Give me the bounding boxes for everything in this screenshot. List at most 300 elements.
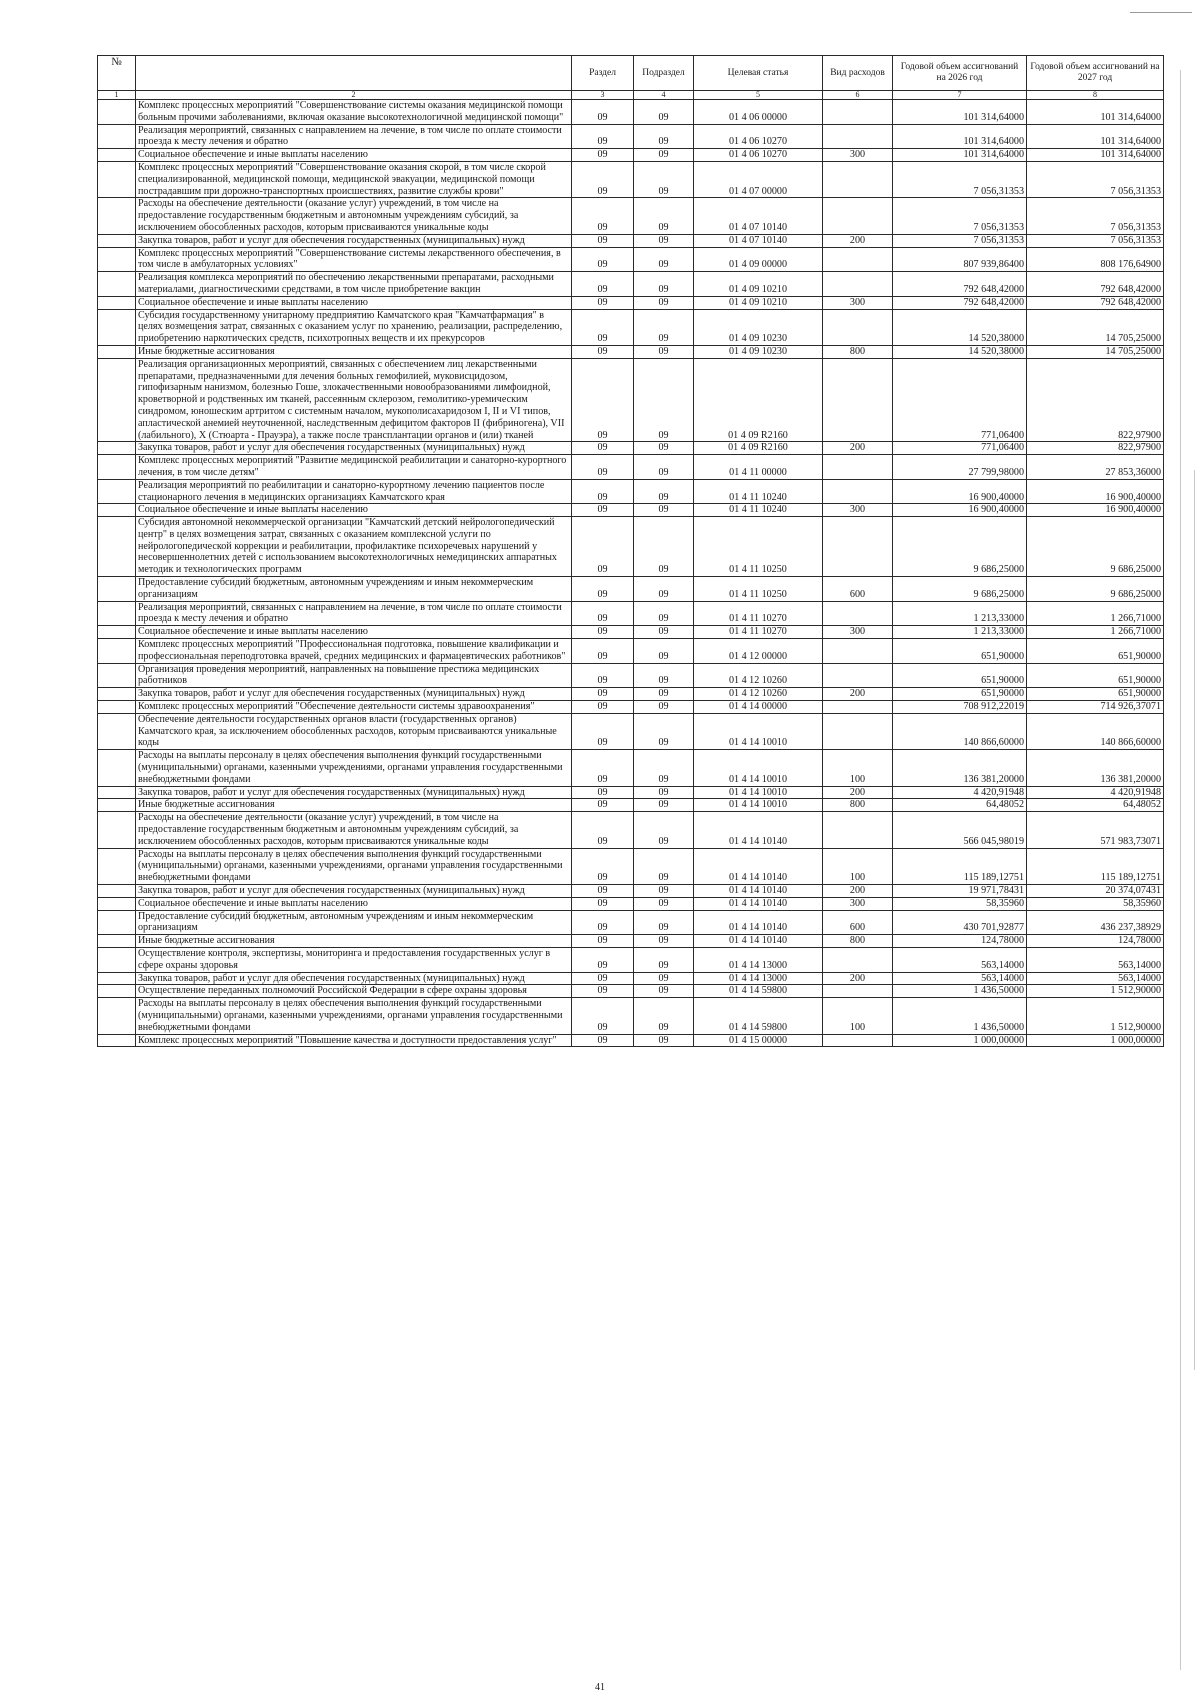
- podrazdel-cell: 09: [634, 786, 694, 799]
- razdel-cell: 09: [572, 663, 634, 688]
- tselevaya-cell: 01 4 14 13000: [694, 972, 823, 985]
- table-row: [98, 626, 1164, 639]
- column-number: 7: [893, 91, 1027, 100]
- expense-name-cell: Закупка товаров, работ и услуг для обеспечения государственных (муниципальных) нужд: [136, 234, 572, 247]
- amount-2026-cell: 563,14000: [893, 947, 1027, 972]
- vid-cell: 200: [823, 442, 893, 455]
- table-row: [98, 972, 1164, 985]
- amount-2027-cell: 1 512,90000: [1027, 985, 1164, 998]
- amount-2027-cell: 9 686,25000: [1027, 577, 1164, 602]
- row-number-cell: [98, 688, 136, 701]
- razdel-cell: 09: [572, 786, 634, 799]
- expense-name-cell: Расходы на выплаты персоналу в целях обеспечения выполнения функций государственными (муниципальными) органами, казенными учреждениями, органами управления государственными внебюджетными фондами: [136, 848, 572, 884]
- amount-2026-cell: 651,90000: [893, 663, 1027, 688]
- vid-cell: [823, 161, 893, 197]
- tselevaya-cell: 01 4 14 10140: [694, 812, 823, 848]
- column-number: 6: [823, 91, 893, 100]
- expense-name-cell: Предоставление субсидий бюджетным, автономным учреждениям и иным некоммерческим организациям: [136, 910, 572, 935]
- razdel-cell: 09: [572, 639, 634, 664]
- table-row: [98, 985, 1164, 998]
- tselevaya-cell: 01 4 12 10260: [694, 688, 823, 701]
- tselevaya-cell: 01 4 09 10230: [694, 345, 823, 358]
- row-number-cell: [98, 198, 136, 234]
- amount-2026-cell: 651,90000: [893, 639, 1027, 664]
- razdel-cell: 09: [572, 812, 634, 848]
- amount-2027-cell: 115 189,12751: [1027, 848, 1164, 884]
- tselevaya-cell: 01 4 11 10270: [694, 626, 823, 639]
- scan-mark: [1130, 12, 1192, 13]
- amount-2026-cell: 7 056,31353: [893, 161, 1027, 197]
- amount-2027-cell: 136 381,20000: [1027, 750, 1164, 786]
- tselevaya-cell: 01 4 11 10270: [694, 601, 823, 626]
- row-number-cell: [98, 848, 136, 884]
- table-row: [98, 998, 1164, 1034]
- amount-2027-cell: 16 900,40000: [1027, 504, 1164, 517]
- razdel-cell: 09: [572, 799, 634, 812]
- razdel-cell: 09: [572, 750, 634, 786]
- header-num: №: [98, 56, 136, 91]
- vid-cell: 100: [823, 750, 893, 786]
- podrazdel-cell: 09: [634, 345, 694, 358]
- vid-cell: 300: [823, 626, 893, 639]
- tselevaya-cell: 01 4 14 10010: [694, 799, 823, 812]
- row-number-cell: [98, 358, 136, 442]
- vid-cell: [823, 455, 893, 480]
- vid-cell: 200: [823, 885, 893, 898]
- tselevaya-cell: 01 4 09 10210: [694, 272, 823, 297]
- expense-name-cell: Комплекс процессных мероприятий "Совершенствование оказания скорой, в том числе скорой специализированной, медицинской помощи, медицинской эвакуации, медицинской помощи пострадавшим при дорожно-транспортных происшествиях, развитие службы крови": [136, 161, 572, 197]
- expense-name-cell: Расходы на обеспечение деятельности (оказание услуг) учреждений, в том числе на предоставление государственным бюджетным и автономным учреждениям субсидий, за исключением обособленных расходов, которым присваиваются уникальные коды: [136, 198, 572, 234]
- podrazdel-cell: 09: [634, 701, 694, 714]
- tselevaya-cell: 01 4 09 R2160: [694, 358, 823, 442]
- table-row: [98, 577, 1164, 602]
- vid-cell: 200: [823, 972, 893, 985]
- amount-2027-cell: 9 686,25000: [1027, 517, 1164, 577]
- vid-cell: [823, 358, 893, 442]
- vid-cell: 200: [823, 786, 893, 799]
- row-number-cell: [98, 455, 136, 480]
- vid-cell: [823, 812, 893, 848]
- amount-2026-cell: 101 314,64000: [893, 124, 1027, 149]
- podrazdel-cell: 09: [634, 601, 694, 626]
- podrazdel-cell: 09: [634, 812, 694, 848]
- podrazdel-cell: 09: [634, 688, 694, 701]
- tselevaya-cell: 01 4 14 13000: [694, 947, 823, 972]
- podrazdel-cell: 09: [634, 935, 694, 948]
- table-row: [98, 688, 1164, 701]
- tselevaya-cell: 01 4 14 10010: [694, 786, 823, 799]
- expense-name-cell: Осуществление контроля, экспертизы, мониторинга и предоставления государственных услуг в сфере охраны здоровья: [136, 947, 572, 972]
- table-row: [98, 713, 1164, 749]
- amount-2026-cell: 651,90000: [893, 688, 1027, 701]
- amount-2027-cell: 808 176,64900: [1027, 247, 1164, 272]
- vid-cell: [823, 663, 893, 688]
- row-number-cell: [98, 442, 136, 455]
- vid-cell: 100: [823, 848, 893, 884]
- column-number: 2: [136, 91, 572, 100]
- amount-2027-cell: 64,48052: [1027, 799, 1164, 812]
- table-row: [98, 296, 1164, 309]
- podrazdel-cell: 09: [634, 972, 694, 985]
- vid-cell: [823, 124, 893, 149]
- podrazdel-cell: 09: [634, 358, 694, 442]
- amount-2026-cell: 1 213,33000: [893, 626, 1027, 639]
- row-number-cell: [98, 786, 136, 799]
- table-row: [98, 947, 1164, 972]
- razdel-cell: 09: [572, 577, 634, 602]
- expense-name-cell: Закупка товаров, работ и услуг для обеспечения государственных (муниципальных) нужд: [136, 885, 572, 898]
- podrazdel-cell: 09: [634, 234, 694, 247]
- expense-name-cell: Реализация мероприятий по реабилитации и санаторно-курортному лечению пациентов после стационарного лечения в медицинских организациях Камчатского края: [136, 479, 572, 504]
- vid-cell: 100: [823, 998, 893, 1034]
- podrazdel-cell: 09: [634, 479, 694, 504]
- vid-cell: [823, 947, 893, 972]
- expense-name-cell: Предоставление субсидий бюджетным, автономным учреждениям и иным некоммерческим организациям: [136, 577, 572, 602]
- amount-2027-cell: 14 705,25000: [1027, 309, 1164, 345]
- amount-2026-cell: 771,06400: [893, 442, 1027, 455]
- razdel-cell: 09: [572, 479, 634, 504]
- razdel-cell: 09: [572, 100, 634, 125]
- razdel-cell: 09: [572, 848, 634, 884]
- row-number-cell: [98, 517, 136, 577]
- vid-cell: [823, 309, 893, 345]
- row-number-cell: [98, 601, 136, 626]
- row-number-cell: [98, 124, 136, 149]
- razdel-cell: 09: [572, 198, 634, 234]
- podrazdel-cell: 09: [634, 998, 694, 1034]
- expense-name-cell: Реализация мероприятий, связанных с направлением на лечение, в том числе по оплате стоимости проезда к месту лечения и обратно: [136, 601, 572, 626]
- budget-table-body: [98, 100, 1164, 1047]
- expense-name-cell: Социальное обеспечение и иные выплаты населению: [136, 626, 572, 639]
- expense-name-cell: Организация проведения мероприятий, направленных на повышение престижа медицинских работников: [136, 663, 572, 688]
- amount-2026-cell: 136 381,20000: [893, 750, 1027, 786]
- tselevaya-cell: 01 4 09 10210: [694, 296, 823, 309]
- tselevaya-cell: 01 4 12 00000: [694, 639, 823, 664]
- tselevaya-cell: 01 4 14 10140: [694, 935, 823, 948]
- tselevaya-cell: 01 4 15 00000: [694, 1034, 823, 1047]
- row-number-cell: [98, 149, 136, 162]
- expense-name-cell: Социальное обеспечение и иные выплаты населению: [136, 149, 572, 162]
- tselevaya-cell: 01 4 07 10140: [694, 198, 823, 234]
- row-number-cell: [98, 504, 136, 517]
- podrazdel-cell: 09: [634, 517, 694, 577]
- expense-name-cell: Осуществление переданных полномочий Российской Федерации в сфере охраны здоровья: [136, 985, 572, 998]
- expense-name-cell: Субсидия государственному унитарному предприятию Камчатского края "Камчатфармация" в целях возмещения затрат, связанных с оказанием услуг по хранению, реализации, распределению, приобретению наркотических средств, психотропных веществ и их прекурсоров: [136, 309, 572, 345]
- tselevaya-cell: 01 4 11 00000: [694, 455, 823, 480]
- amount-2026-cell: 19 971,78431: [893, 885, 1027, 898]
- razdel-cell: 09: [572, 124, 634, 149]
- amount-2027-cell: 4 420,91948: [1027, 786, 1164, 799]
- column-number: 8: [1027, 91, 1164, 100]
- vid-cell: [823, 639, 893, 664]
- vid-cell: 300: [823, 149, 893, 162]
- razdel-cell: 09: [572, 985, 634, 998]
- amount-2027-cell: 436 237,38929: [1027, 910, 1164, 935]
- razdel-cell: 09: [572, 1034, 634, 1047]
- amount-2027-cell: 14 705,25000: [1027, 345, 1164, 358]
- vid-cell: 300: [823, 504, 893, 517]
- row-number-cell: [98, 885, 136, 898]
- tselevaya-cell: 01 4 14 59800: [694, 985, 823, 998]
- amount-2027-cell: 1 266,71000: [1027, 601, 1164, 626]
- expense-name-cell: Социальное обеспечение и иные выплаты населению: [136, 504, 572, 517]
- row-number-cell: [98, 577, 136, 602]
- podrazdel-cell: 09: [634, 577, 694, 602]
- table-row: [98, 149, 1164, 162]
- amount-2027-cell: 124,78000: [1027, 935, 1164, 948]
- tselevaya-cell: 01 4 14 59800: [694, 998, 823, 1034]
- expense-name-cell: Реализация комплекса мероприятий по обеспечению лекарственными препаратами, расходными материалами, диагностическими средствами, в том числе приобретение вакцин: [136, 272, 572, 297]
- scan-edge-line: [1194, 470, 1195, 1370]
- table-row: [98, 517, 1164, 577]
- table-row: [98, 198, 1164, 234]
- amount-2026-cell: 708 912,22019: [893, 701, 1027, 714]
- header-podrazdel: Подраздел: [634, 56, 694, 91]
- amount-2027-cell: 792 648,42000: [1027, 296, 1164, 309]
- table-row: [98, 1034, 1164, 1047]
- tselevaya-cell: 01 4 14 10140: [694, 885, 823, 898]
- podrazdel-cell: 09: [634, 626, 694, 639]
- razdel-cell: 09: [572, 272, 634, 297]
- header-2026: Годовой объем ассигнований на 2026 год: [893, 56, 1027, 91]
- row-number-cell: [98, 663, 136, 688]
- expense-name-cell: Комплекс процессных мероприятий "Повышение качества и доступности предоставления услуг": [136, 1034, 572, 1047]
- expense-name-cell: Комплекс процессных мероприятий "Развитие медицинской реабилитации и санаторно-курортного лечения, в том числе детям": [136, 455, 572, 480]
- row-number-cell: [98, 985, 136, 998]
- tselevaya-cell: 01 4 14 00000: [694, 701, 823, 714]
- header-row: [98, 56, 1164, 91]
- row-number-cell: [98, 701, 136, 714]
- row-number-cell: [98, 1034, 136, 1047]
- amount-2026-cell: 16 900,40000: [893, 479, 1027, 504]
- table-row: [98, 701, 1164, 714]
- amount-2027-cell: 7 056,31353: [1027, 198, 1164, 234]
- table-row: [98, 504, 1164, 517]
- expense-name-cell: Закупка товаров, работ и услуг для обеспечения государственных (муниципальных) нужд: [136, 972, 572, 985]
- podrazdel-cell: 09: [634, 247, 694, 272]
- vid-cell: 300: [823, 897, 893, 910]
- amount-2026-cell: 1 436,50000: [893, 985, 1027, 998]
- tselevaya-cell: 01 4 11 10240: [694, 504, 823, 517]
- vid-cell: [823, 517, 893, 577]
- razdel-cell: 09: [572, 345, 634, 358]
- amount-2026-cell: 7 056,31353: [893, 234, 1027, 247]
- vid-cell: [823, 985, 893, 998]
- table-row: [98, 935, 1164, 948]
- vid-cell: [823, 713, 893, 749]
- row-number-cell: [98, 272, 136, 297]
- table-row: [98, 601, 1164, 626]
- table-row: [98, 442, 1164, 455]
- amount-2027-cell: 27 853,36000: [1027, 455, 1164, 480]
- razdel-cell: 09: [572, 247, 634, 272]
- table-row: [98, 455, 1164, 480]
- podrazdel-cell: 09: [634, 799, 694, 812]
- amount-2027-cell: 822,97900: [1027, 442, 1164, 455]
- tselevaya-cell: 01 4 14 10140: [694, 910, 823, 935]
- row-number-cell: [98, 100, 136, 125]
- amount-2027-cell: 563,14000: [1027, 947, 1164, 972]
- amount-2026-cell: 563,14000: [893, 972, 1027, 985]
- header-tselevaya: Целевая статья: [694, 56, 823, 91]
- razdel-cell: 09: [572, 947, 634, 972]
- row-number-cell: [98, 750, 136, 786]
- row-number-cell: [98, 812, 136, 848]
- amount-2027-cell: 563,14000: [1027, 972, 1164, 985]
- vid-cell: [823, 100, 893, 125]
- vid-cell: 300: [823, 296, 893, 309]
- podrazdel-cell: 09: [634, 272, 694, 297]
- tselevaya-cell: 01 4 07 00000: [694, 161, 823, 197]
- amount-2026-cell: 14 520,38000: [893, 309, 1027, 345]
- table-row: [98, 663, 1164, 688]
- scan-edge-line: [1180, 70, 1181, 1670]
- razdel-cell: 09: [572, 504, 634, 517]
- podrazdel-cell: 09: [634, 455, 694, 480]
- column-number: 1: [98, 91, 136, 100]
- podrazdel-cell: 09: [634, 713, 694, 749]
- amount-2027-cell: 140 866,60000: [1027, 713, 1164, 749]
- podrazdel-cell: 09: [634, 198, 694, 234]
- expense-name-cell: Иные бюджетные ассигнования: [136, 799, 572, 812]
- expense-name-cell: Расходы на обеспечение деятельности (оказание услуг) учреждений, в том числе на предоставление государственным бюджетным и автономным учреждениям субсидий, за исключением обособленных расходов, которым присваиваются уникальные коды: [136, 812, 572, 848]
- podrazdel-cell: 09: [634, 504, 694, 517]
- podrazdel-cell: 09: [634, 100, 694, 125]
- razdel-cell: 09: [572, 358, 634, 442]
- page-number: 41: [595, 1682, 605, 1693]
- table-row: [98, 345, 1164, 358]
- expense-name-cell: Комплекс процессных мероприятий "Обеспечение деятельности системы здравоохранения": [136, 701, 572, 714]
- expense-name-cell: Закупка товаров, работ и услуг для обеспечения государственных (муниципальных) нужд: [136, 442, 572, 455]
- table-row: [98, 309, 1164, 345]
- row-number-cell: [98, 998, 136, 1034]
- tselevaya-cell: 01 4 11 10250: [694, 577, 823, 602]
- podrazdel-cell: 09: [634, 639, 694, 664]
- amount-2027-cell: 7 056,31353: [1027, 234, 1164, 247]
- vid-cell: 200: [823, 234, 893, 247]
- podrazdel-cell: 09: [634, 885, 694, 898]
- razdel-cell: 09: [572, 309, 634, 345]
- razdel-cell: 09: [572, 234, 634, 247]
- budget-table: [97, 55, 1164, 1047]
- amount-2026-cell: 4 420,91948: [893, 786, 1027, 799]
- razdel-cell: 09: [572, 885, 634, 898]
- podrazdel-cell: 09: [634, 947, 694, 972]
- amount-2027-cell: 1 266,71000: [1027, 626, 1164, 639]
- table-row: [98, 272, 1164, 297]
- podrazdel-cell: 09: [634, 663, 694, 688]
- razdel-cell: 09: [572, 910, 634, 935]
- amount-2026-cell: 792 648,42000: [893, 296, 1027, 309]
- vid-cell: 800: [823, 345, 893, 358]
- amount-2027-cell: 792 648,42000: [1027, 272, 1164, 297]
- amount-2026-cell: 566 045,98019: [893, 812, 1027, 848]
- row-number-cell: [98, 910, 136, 935]
- vid-cell: 800: [823, 935, 893, 948]
- vid-cell: 800: [823, 799, 893, 812]
- razdel-cell: 09: [572, 713, 634, 749]
- amount-2026-cell: 1 213,33000: [893, 601, 1027, 626]
- amount-2027-cell: 651,90000: [1027, 639, 1164, 664]
- tselevaya-cell: 01 4 06 00000: [694, 100, 823, 125]
- vid-cell: [823, 272, 893, 297]
- amount-2027-cell: 714 926,37071: [1027, 701, 1164, 714]
- tselevaya-cell: 01 4 06 10270: [694, 149, 823, 162]
- amount-2027-cell: 651,90000: [1027, 688, 1164, 701]
- amount-2026-cell: 124,78000: [893, 935, 1027, 948]
- amount-2026-cell: 58,35960: [893, 897, 1027, 910]
- expense-name-cell: Реализация мероприятий, связанных с направлением на лечение, в том числе по оплате стоимости проезда к месту лечения и обратно: [136, 124, 572, 149]
- podrazdel-cell: 09: [634, 897, 694, 910]
- tselevaya-cell: 01 4 14 10140: [694, 848, 823, 884]
- table-row: [98, 786, 1164, 799]
- amount-2027-cell: 101 314,64000: [1027, 124, 1164, 149]
- amount-2027-cell: 101 314,64000: [1027, 149, 1164, 162]
- amount-2027-cell: 7 056,31353: [1027, 161, 1164, 197]
- amount-2026-cell: 430 701,92877: [893, 910, 1027, 935]
- amount-2026-cell: 27 799,98000: [893, 455, 1027, 480]
- tselevaya-cell: 01 4 12 10260: [694, 663, 823, 688]
- table-row: [98, 124, 1164, 149]
- vid-cell: [823, 601, 893, 626]
- vid-cell: [823, 247, 893, 272]
- expense-name-cell: Расходы на выплаты персоналу в целях обеспечения выполнения функций государственными (муниципальными) органами, казенными учреждениями, органами управления государственными внебюджетными фондами: [136, 750, 572, 786]
- table-row: [98, 885, 1164, 898]
- razdel-cell: 09: [572, 161, 634, 197]
- amount-2026-cell: 16 900,40000: [893, 504, 1027, 517]
- row-number-cell: [98, 234, 136, 247]
- column-number: 5: [694, 91, 823, 100]
- vid-cell: 200: [823, 688, 893, 701]
- vid-cell: 600: [823, 577, 893, 602]
- razdel-cell: 09: [572, 149, 634, 162]
- column-number-row: [98, 91, 1164, 100]
- podrazdel-cell: 09: [634, 296, 694, 309]
- expense-name-cell: Субсидия автономной некоммерческой организации "Камчатский детский нейрологопедический центр" в целях возмещения затрат, связанных с оказанием комплексной услуги по нейрологопедической коррекции и реабилитации, профилактике психоречевых нарушений у несовершеннолетних детей с использованием высокотехнологичных немедицинских аппаратных методик и технологических программ: [136, 517, 572, 577]
- expense-name-cell: Иные бюджетные ассигнования: [136, 345, 572, 358]
- table-row: [98, 799, 1164, 812]
- razdel-cell: 09: [572, 626, 634, 639]
- row-number-cell: [98, 799, 136, 812]
- row-number-cell: [98, 935, 136, 948]
- row-number-cell: [98, 296, 136, 309]
- table-row: [98, 639, 1164, 664]
- row-number-cell: [98, 479, 136, 504]
- table-row: [98, 897, 1164, 910]
- vid-cell: [823, 479, 893, 504]
- expense-name-cell: Реализация организационных мероприятий, связанных с обеспечением лиц лекарственными препаратами, предназначенными для лечения больных гемофилией, муковисцидозом, гипофизарным нанизмом, болезнью Гоше, злокачественными новообразованиями лимфоидной, кроветворной и родственных им тканей, рассеянным склерозом, гемолитико-уремическим синдромом, юношеским артритом с системным началом, мукополисахаридозом I, II и VI типов, апластической анемией неуточненной, наследственным дефицитом факторов II (фибриногена), VII (лабильного), X (Стюарта - Прауэра), а также после трансплантации органов и (или) тканей: [136, 358, 572, 442]
- amount-2027-cell: 58,35960: [1027, 897, 1164, 910]
- razdel-cell: 09: [572, 517, 634, 577]
- tselevaya-cell: 01 4 11 10240: [694, 479, 823, 504]
- razdel-cell: 09: [572, 897, 634, 910]
- header-2027: Годовой объем ассигнований на 2027 год: [1027, 56, 1164, 91]
- vid-cell: [823, 1034, 893, 1047]
- table-row: [98, 812, 1164, 848]
- podrazdel-cell: 09: [634, 848, 694, 884]
- tselevaya-cell: 01 4 14 10140: [694, 897, 823, 910]
- tselevaya-cell: 01 4 09 00000: [694, 247, 823, 272]
- table-row: [98, 479, 1164, 504]
- amount-2026-cell: 9 686,25000: [893, 517, 1027, 577]
- expense-name-cell: Закупка товаров, работ и услуг для обеспечения государственных (муниципальных) нужд: [136, 786, 572, 799]
- razdel-cell: 09: [572, 935, 634, 948]
- amount-2026-cell: 792 648,42000: [893, 272, 1027, 297]
- tselevaya-cell: 01 4 14 10010: [694, 750, 823, 786]
- tselevaya-cell: 01 4 14 10010: [694, 713, 823, 749]
- amount-2026-cell: 14 520,38000: [893, 345, 1027, 358]
- podrazdel-cell: 09: [634, 1034, 694, 1047]
